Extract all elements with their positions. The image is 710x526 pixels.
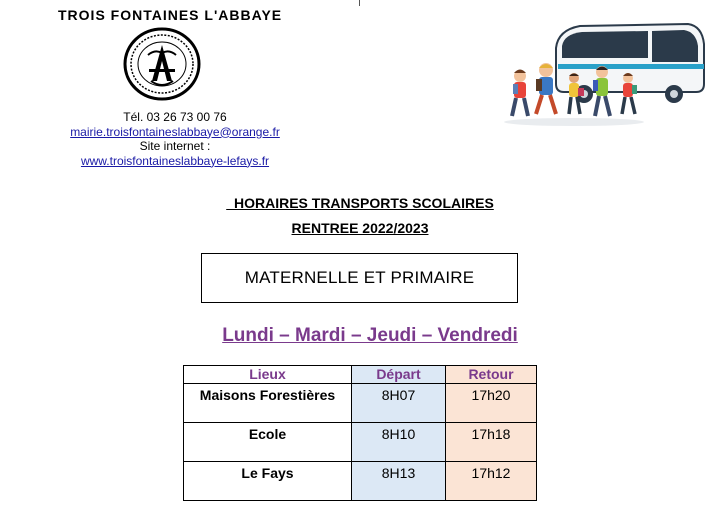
website-label: Site internet : bbox=[139, 139, 211, 153]
schedule-table bbox=[183, 365, 537, 501]
retour-cell: 17h20 bbox=[446, 384, 537, 423]
header-retour: Retour bbox=[446, 366, 537, 384]
place-cell: Le Fays bbox=[184, 462, 352, 501]
schedule-title: HORAIRES TRANSPORTS SCOLAIRES bbox=[226, 195, 494, 211]
school-bus-children-illustration bbox=[498, 18, 708, 132]
table-header-row bbox=[184, 366, 537, 384]
table-row bbox=[184, 384, 537, 423]
header-depart: Départ bbox=[352, 366, 446, 384]
retour-cell: 17h12 bbox=[446, 462, 537, 501]
school-level-box bbox=[201, 253, 518, 303]
place-cell: Maisons Forestières bbox=[184, 384, 352, 423]
school-year-title: RENTREE 2022/2023 bbox=[291, 220, 429, 236]
header-lieux: Lieux bbox=[184, 366, 352, 384]
depart-cell: 8H07 bbox=[352, 384, 446, 423]
table-row bbox=[184, 423, 537, 462]
contact-block bbox=[40, 110, 310, 168]
town-name: TROIS FONTAINES L'ABBAYE bbox=[58, 7, 283, 23]
website-link[interactable]: www.troisfontaineslabbaye-lefays.fr bbox=[80, 153, 270, 168]
phone-number: Tél. 03 26 73 00 76 bbox=[123, 110, 227, 124]
school-level-label: MATERNELLE ET PRIMAIRE bbox=[244, 268, 475, 287]
depart-cell: 8H10 bbox=[352, 423, 446, 462]
days-heading: Lundi – Mardi – Jeudi – Vendredi bbox=[222, 325, 518, 346]
retour-cell: 17h18 bbox=[446, 423, 537, 462]
top-divider bbox=[359, 0, 360, 6]
depart-cell: 8H13 bbox=[352, 462, 446, 501]
table-row bbox=[184, 462, 537, 501]
place-cell: Ecole bbox=[184, 423, 352, 462]
town-seal-emblem bbox=[121, 25, 203, 103]
email-link[interactable]: mairie.troisfontaineslabbaye@orange.fr bbox=[70, 124, 280, 139]
